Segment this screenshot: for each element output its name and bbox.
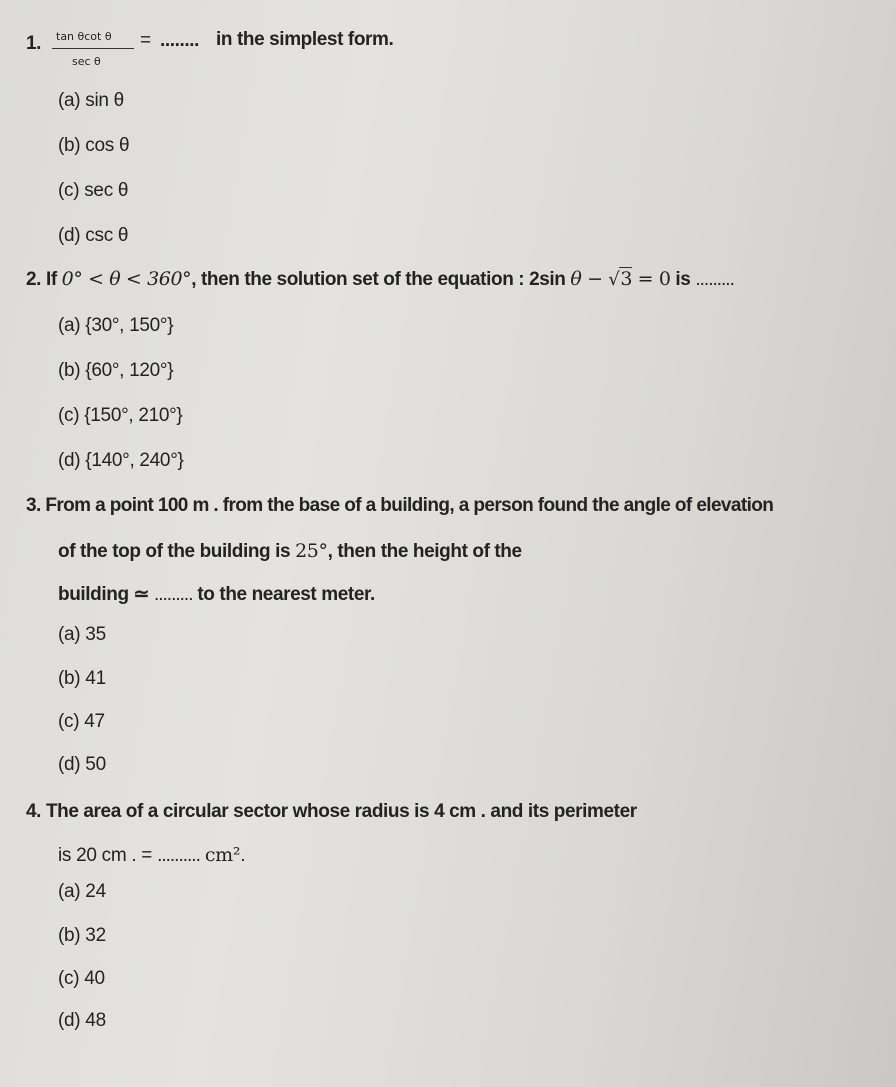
q4-option-d[interactable]: (d) 48: [58, 1010, 106, 1031]
q1-option-b[interactable]: (b) cos θ: [58, 135, 130, 156]
q3-option-b[interactable]: (b) 41: [58, 668, 106, 689]
q2-stem: [26, 267, 734, 292]
q2-option-b[interactable]: (b) {60°, 120°}: [58, 360, 174, 381]
q1-fraction-bar: [52, 48, 134, 49]
q1-fraction-numerator: tan θcot θ: [56, 30, 112, 43]
q3-option-c[interactable]: (c) 47: [58, 711, 105, 732]
q3-line-3: [58, 583, 375, 607]
q3-angle: 25°: [295, 540, 328, 562]
q1-option-a[interactable]: (a) sin θ: [58, 90, 124, 111]
q1-number: 1.: [26, 33, 42, 54]
q3-line-3b: to the nearest meter.: [197, 584, 375, 605]
q1-option-d[interactable]: (d) csc θ: [58, 225, 129, 246]
q2-eq-theta: θ −: [570, 268, 609, 290]
q3-blank: .........: [153, 584, 193, 605]
q2-stem-text: , then the solution set of the equation : 2sin: [191, 269, 566, 290]
q1-fraction-denominator: sec θ: [72, 55, 101, 68]
q2-tail: is: [675, 269, 691, 290]
q4-line-2a: is 20 cm . =: [58, 845, 153, 866]
q2-prefix: If: [45, 269, 57, 290]
q4-option-a[interactable]: (a) 24: [58, 881, 106, 902]
q3-option-d[interactable]: (d) 50: [58, 754, 106, 775]
q1-prompt: in the simplest form.: [216, 29, 394, 50]
q4-line-1-text: The area of a circular sector whose radius is 4 cm . and its perimeter: [45, 801, 637, 822]
q1-equals: =: [140, 30, 151, 51]
q3-number: 3.: [26, 495, 41, 516]
q2-eq-rhs: = 0: [632, 268, 671, 290]
q2-number: 2.: [26, 269, 42, 290]
q3-line-3a: building ≃: [58, 584, 150, 605]
q2-blank: .........: [695, 269, 734, 290]
q1-option-c[interactable]: (c) sec θ: [58, 180, 129, 201]
q4-unit: cm²: [204, 844, 241, 866]
q4-number: 4.: [26, 801, 42, 822]
q2-condition: 0° < θ < 360°: [61, 268, 192, 290]
q2-option-d[interactable]: (d) {140°, 240°}: [58, 450, 184, 471]
q3-option-a[interactable]: (a) 35: [58, 624, 106, 645]
q4-blank: ..........: [157, 845, 200, 866]
q1-blank: ........: [160, 30, 200, 51]
q3-line-1: [26, 494, 773, 518]
q3-line-2b: , then the height of the: [327, 541, 522, 562]
sqrt-icon: √: [608, 269, 620, 290]
q2-eq-radicand: 3: [620, 268, 633, 290]
q4-option-b[interactable]: (b) 32: [58, 925, 106, 946]
q2-option-a[interactable]: (a) {30°, 150°}: [58, 315, 174, 336]
q4-end: .: [240, 845, 246, 866]
q4-line-1: [26, 800, 637, 824]
q3-line-1-text: From a point 100 m . from the base of a building, a person found the angle of elevation: [45, 495, 774, 516]
q2-option-c[interactable]: (c) {150°, 210°}: [58, 405, 183, 426]
q4-option-c[interactable]: (c) 40: [58, 968, 105, 989]
q3-line-2a: of the top of the building is: [58, 541, 291, 562]
q4-line-2: [58, 843, 245, 868]
q3-line-2: [58, 539, 522, 564]
